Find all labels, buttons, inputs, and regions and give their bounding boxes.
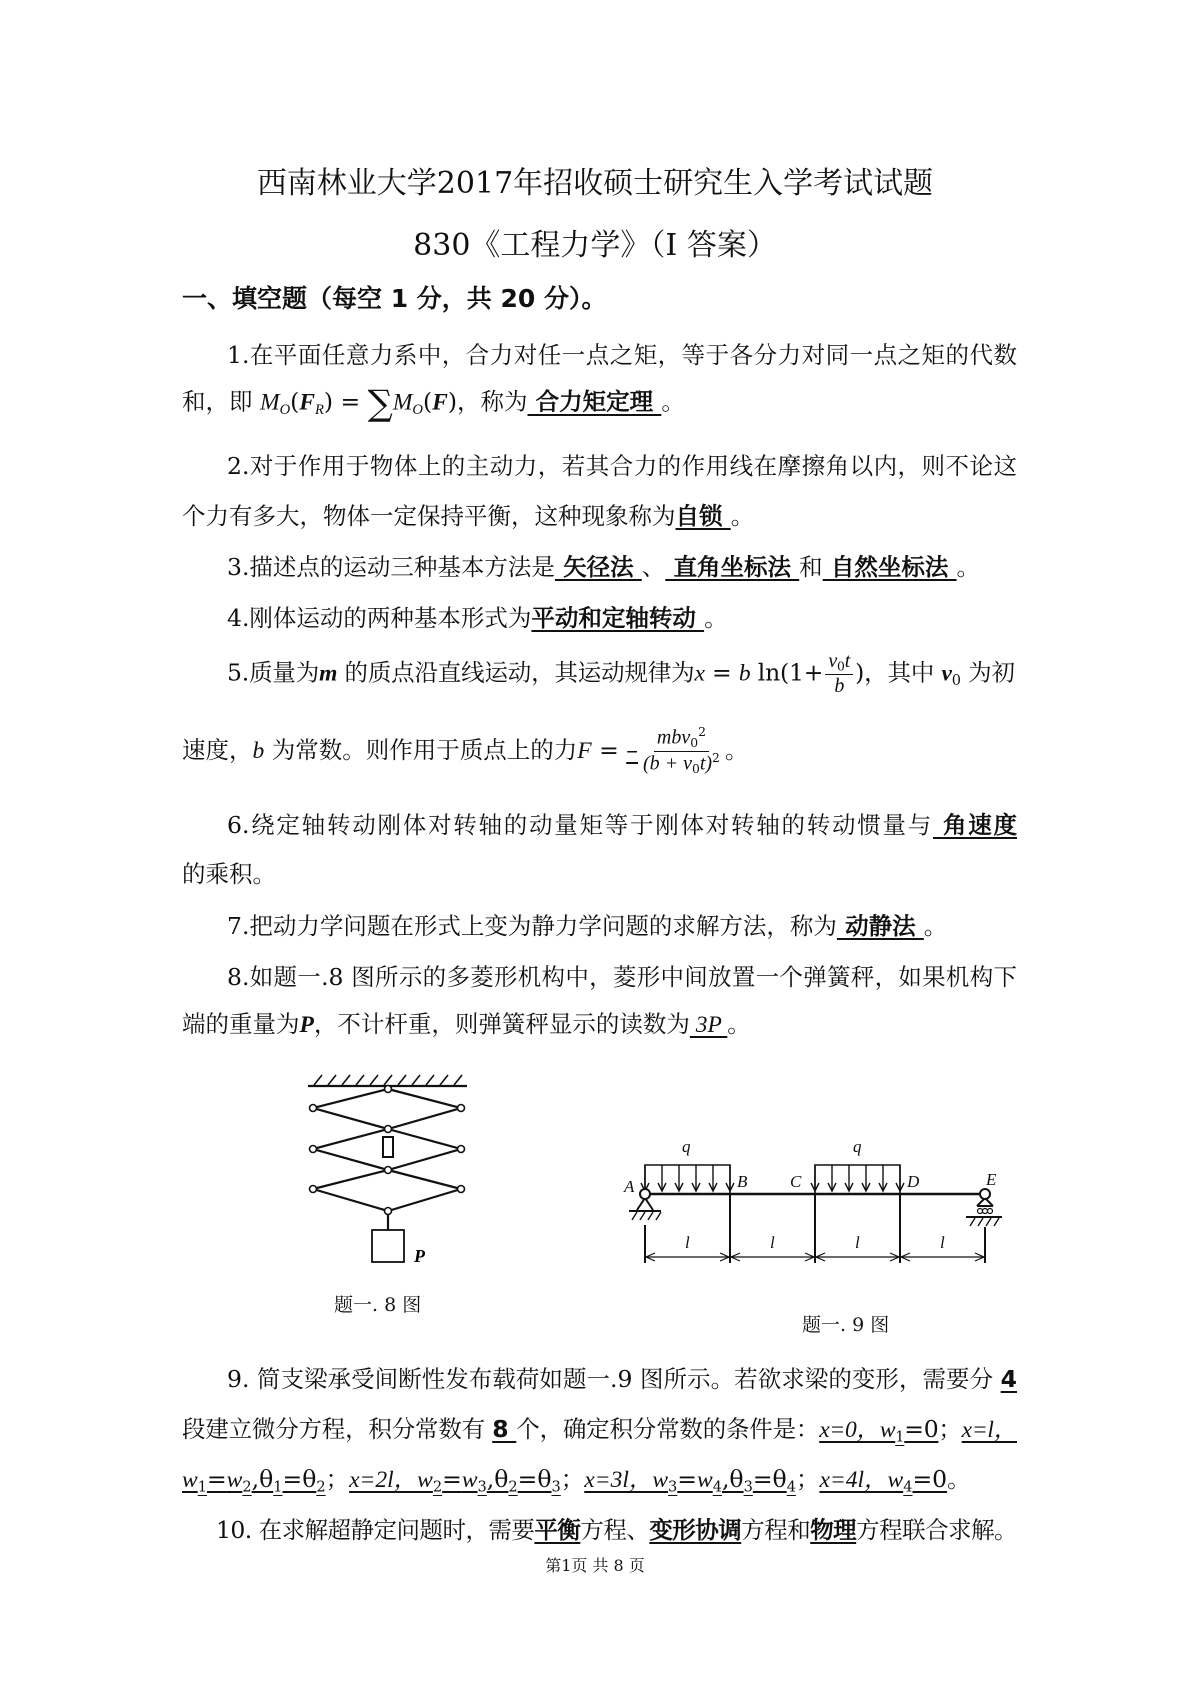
text-span: 个，确定积分常数的条件是：	[516, 1415, 820, 1443]
text-line	[227, 810, 1017, 840]
text-span: w	[226, 1467, 243, 1493]
text-span: x=l，	[961, 1417, 1017, 1443]
text-span: ∑	[367, 383, 393, 424]
text-span: 8.如题一.8 图所示的多菱形机构中，菱形中间放置一个弹簧秤，如果机构下	[227, 963, 1017, 991]
text-span: x=3l，w	[584, 1467, 669, 1493]
text-line	[182, 1464, 971, 1502]
text-line	[182, 859, 276, 889]
text-span: 1	[273, 1478, 283, 1496]
text-line	[182, 383, 685, 425]
figure-8-diagram	[290, 1070, 490, 1280]
text-line	[227, 451, 1017, 481]
text-span: 。	[661, 387, 685, 416]
text-span: =	[442, 1465, 462, 1493]
text-span: 10. 在求解超静定问题时，需要	[216, 1516, 535, 1544]
text-span: 0	[690, 736, 699, 751]
text-span: 方程、	[580, 1516, 650, 1544]
text-span: =	[206, 1465, 227, 1493]
text-span: =0	[912, 1465, 948, 1493]
answer-text: 自然坐标法	[822, 553, 957, 581]
text-span: 。	[704, 604, 728, 632]
load-label-q1: q	[682, 1137, 691, 1156]
section-heading: 一、填空题（每空 1 分，共 20 分）。	[182, 284, 607, 313]
text-span: (	[422, 387, 433, 416]
text-span: 2.对于作用于物体上的主动力，若其合力的作用线在摩擦角以内，则不论这	[227, 452, 1017, 480]
text-span: =θ	[752, 1465, 787, 1493]
text-span: 速度，	[182, 735, 253, 764]
text-line	[182, 1009, 751, 1040]
text-span: (b + v	[642, 752, 692, 775]
text-span: 。	[724, 735, 749, 764]
text-span: 、	[641, 553, 666, 581]
text-span: 个力有多大，物体一定保持平衡，这种现象称为	[182, 502, 676, 530]
text-span: ) =	[323, 387, 368, 416]
span-label: l	[685, 1233, 690, 1252]
text-span: 。	[730, 502, 755, 530]
fraction-denominator	[831, 675, 847, 698]
text-span: 3	[477, 1478, 487, 1496]
text-span: 2	[316, 1478, 326, 1496]
text-line	[227, 552, 980, 582]
text-span: 1	[197, 1478, 207, 1496]
text-span: M	[392, 389, 413, 416]
text-span: –	[626, 735, 638, 764]
text-span: F	[432, 389, 448, 416]
fraction-numerator	[825, 650, 853, 675]
text-span: 6.绕定轴转动刚体对转轴的动量矩等于刚体对转轴的转动惯量与	[227, 811, 934, 839]
text-span: 1	[895, 1428, 905, 1446]
fraction	[640, 726, 723, 777]
text-span: 。	[947, 1465, 971, 1493]
text-span: )，称为	[447, 387, 528, 416]
answer-text: 变形协调	[649, 1516, 742, 1544]
answer-text: 平动和定轴转动	[531, 604, 705, 632]
text-span: x=0，w	[819, 1417, 896, 1443]
text-span: =θ	[282, 1465, 317, 1493]
answer-text: 平衡	[534, 1516, 581, 1544]
page-footer: 第1页 共 8 页	[545, 1556, 645, 1575]
text-span: ；	[938, 1415, 962, 1443]
text-span: P	[299, 1012, 314, 1038]
text-span: 为初	[960, 658, 1015, 687]
text-span: 0	[691, 761, 700, 776]
text-span: O	[279, 402, 291, 419]
text-line	[227, 911, 947, 941]
figure-9-diagram	[620, 1130, 1020, 1280]
text-span: 2	[508, 1478, 518, 1496]
text-line	[227, 603, 728, 633]
text-span: 0	[951, 672, 961, 689]
load-label-q2: q	[853, 1137, 862, 1156]
text-span: x=2l，w	[349, 1467, 433, 1493]
text-span: 的质点沿直线运动，其运动规律为	[337, 658, 695, 687]
text-span: 2	[698, 725, 706, 739]
point-a: A	[624, 1177, 635, 1196]
text-line	[227, 1364, 1017, 1394]
text-span: 3	[551, 1478, 561, 1496]
text-span: b	[738, 660, 751, 687]
text-span: 3P	[689, 1012, 728, 1038]
text-span: t	[844, 650, 851, 672]
text-span: 3.描述点的运动三种基本方法是	[227, 553, 555, 581]
text-span: ；	[560, 1465, 585, 1493]
text-span: 方程联合求解。	[856, 1516, 1017, 1544]
text-span: 2	[432, 1478, 443, 1496]
text-span: O	[412, 402, 423, 419]
text-span: ,θ	[721, 1465, 744, 1493]
text-line	[182, 501, 754, 531]
text-span: 3	[668, 1478, 678, 1496]
text-span: 。	[923, 912, 948, 940]
answer-text: 4	[1000, 1365, 1017, 1393]
text-span: 和，即	[182, 387, 260, 416]
text-span: 和	[799, 553, 823, 581]
text-line	[227, 340, 1017, 370]
text-span: w	[697, 1467, 713, 1493]
text-span: 端的重量为	[182, 1010, 300, 1038]
fraction-numerator	[654, 726, 709, 752]
point-e: E	[986, 1170, 997, 1189]
text-span: 9. 简支梁承受间断性发布载荷如题一.9 图所示。若欲求梁的变形，需要分	[227, 1365, 1001, 1393]
point-c: C	[790, 1172, 802, 1191]
span-label: l	[770, 1233, 775, 1252]
text-span: )，其中	[855, 658, 942, 687]
text-span: 4	[903, 1478, 913, 1496]
text-span: 5.质量为	[227, 658, 320, 687]
text-span: ；	[795, 1465, 820, 1493]
text-span: 0	[837, 659, 845, 674]
answer-text: 8	[492, 1415, 517, 1443]
answer-text: 动静法	[836, 912, 924, 940]
answer-text: 角速度	[933, 811, 1018, 839]
text-span: b	[252, 737, 265, 764]
answer-text: 合力矩定理	[527, 387, 662, 416]
text-span: ；	[325, 1465, 350, 1493]
text-span: ,θ	[251, 1465, 274, 1493]
answer-text: 矢径法	[554, 553, 642, 581]
text-span: ln(1+	[750, 658, 824, 687]
text-span: 7.把动力学问题在形式上变为静力学问题的求解方法，称为	[227, 912, 837, 940]
fraction-denominator	[640, 752, 723, 777]
text-span: =	[704, 658, 739, 687]
text-span: 。	[956, 553, 981, 581]
text-span: 为常数。则作用于质点上的力	[264, 735, 578, 764]
text-span: =	[677, 1465, 697, 1493]
fraction	[825, 650, 853, 698]
text-span: v	[941, 660, 952, 687]
figure-9-caption: 题一. 9 图	[802, 1314, 890, 1336]
text-span: 4.刚体运动的两种基本形式为	[227, 604, 532, 632]
text-span: v	[828, 650, 838, 672]
text-span: 2	[242, 1478, 252, 1496]
text-span: =0	[904, 1415, 939, 1443]
text-span: 方程和	[741, 1516, 811, 1544]
point-b: B	[737, 1172, 748, 1191]
span-label: l	[940, 1233, 945, 1252]
text-span: mbv	[656, 726, 691, 749]
text-span: m	[319, 660, 338, 687]
exam-subtitle: 830《工程力学》（I 答案）	[413, 228, 777, 263]
text-span: w	[461, 1467, 478, 1493]
text-line	[227, 962, 1017, 992]
text-span: =	[591, 735, 627, 764]
text-span: F	[577, 737, 592, 764]
text-span: 4	[712, 1478, 722, 1496]
text-line	[182, 726, 748, 777]
span-label: l	[855, 1233, 860, 1252]
text-span: =θ	[517, 1465, 552, 1493]
text-span: 的乘积。	[182, 860, 276, 888]
text-span: x=4l，w	[819, 1467, 904, 1493]
text-span: F	[299, 389, 315, 416]
load-label-p: P	[414, 1246, 425, 1266]
exam-title: 西南林业大学2017年招收硕士研究生入学考试试题	[256, 166, 934, 201]
text-span: (	[290, 387, 300, 416]
text-span: b	[834, 675, 845, 698]
answer-text: 直角坐标法	[665, 553, 800, 581]
text-span: ，不计杆重，则弹簧秤显示的读数为	[313, 1010, 690, 1038]
figure-8-caption: 题一. 8 图	[334, 1294, 422, 1316]
text-span: 。	[727, 1010, 751, 1038]
text-span: 3	[743, 1478, 753, 1496]
text-span: 段建立微分方程，积分常数有	[182, 1415, 493, 1443]
text-span: ,θ	[486, 1465, 509, 1493]
text-line	[182, 1414, 1017, 1452]
text-span: w	[182, 1467, 198, 1493]
text-span: 2	[712, 750, 720, 765]
text-span: x	[694, 660, 705, 687]
text-line	[227, 650, 1015, 698]
text-span: M	[259, 389, 280, 416]
text-span: 4	[786, 1478, 796, 1496]
text-line	[216, 1515, 1017, 1545]
answer-text: 自锁	[675, 502, 731, 530]
text-span: t)	[699, 752, 713, 775]
text-span: R	[314, 402, 324, 419]
answer-text: 物理	[810, 1516, 857, 1544]
text-span: 1.在平面任意力系中，合力对任一点之矩，等于各分力对同一点之矩的代数	[227, 341, 1017, 369]
point-d: D	[907, 1172, 920, 1191]
